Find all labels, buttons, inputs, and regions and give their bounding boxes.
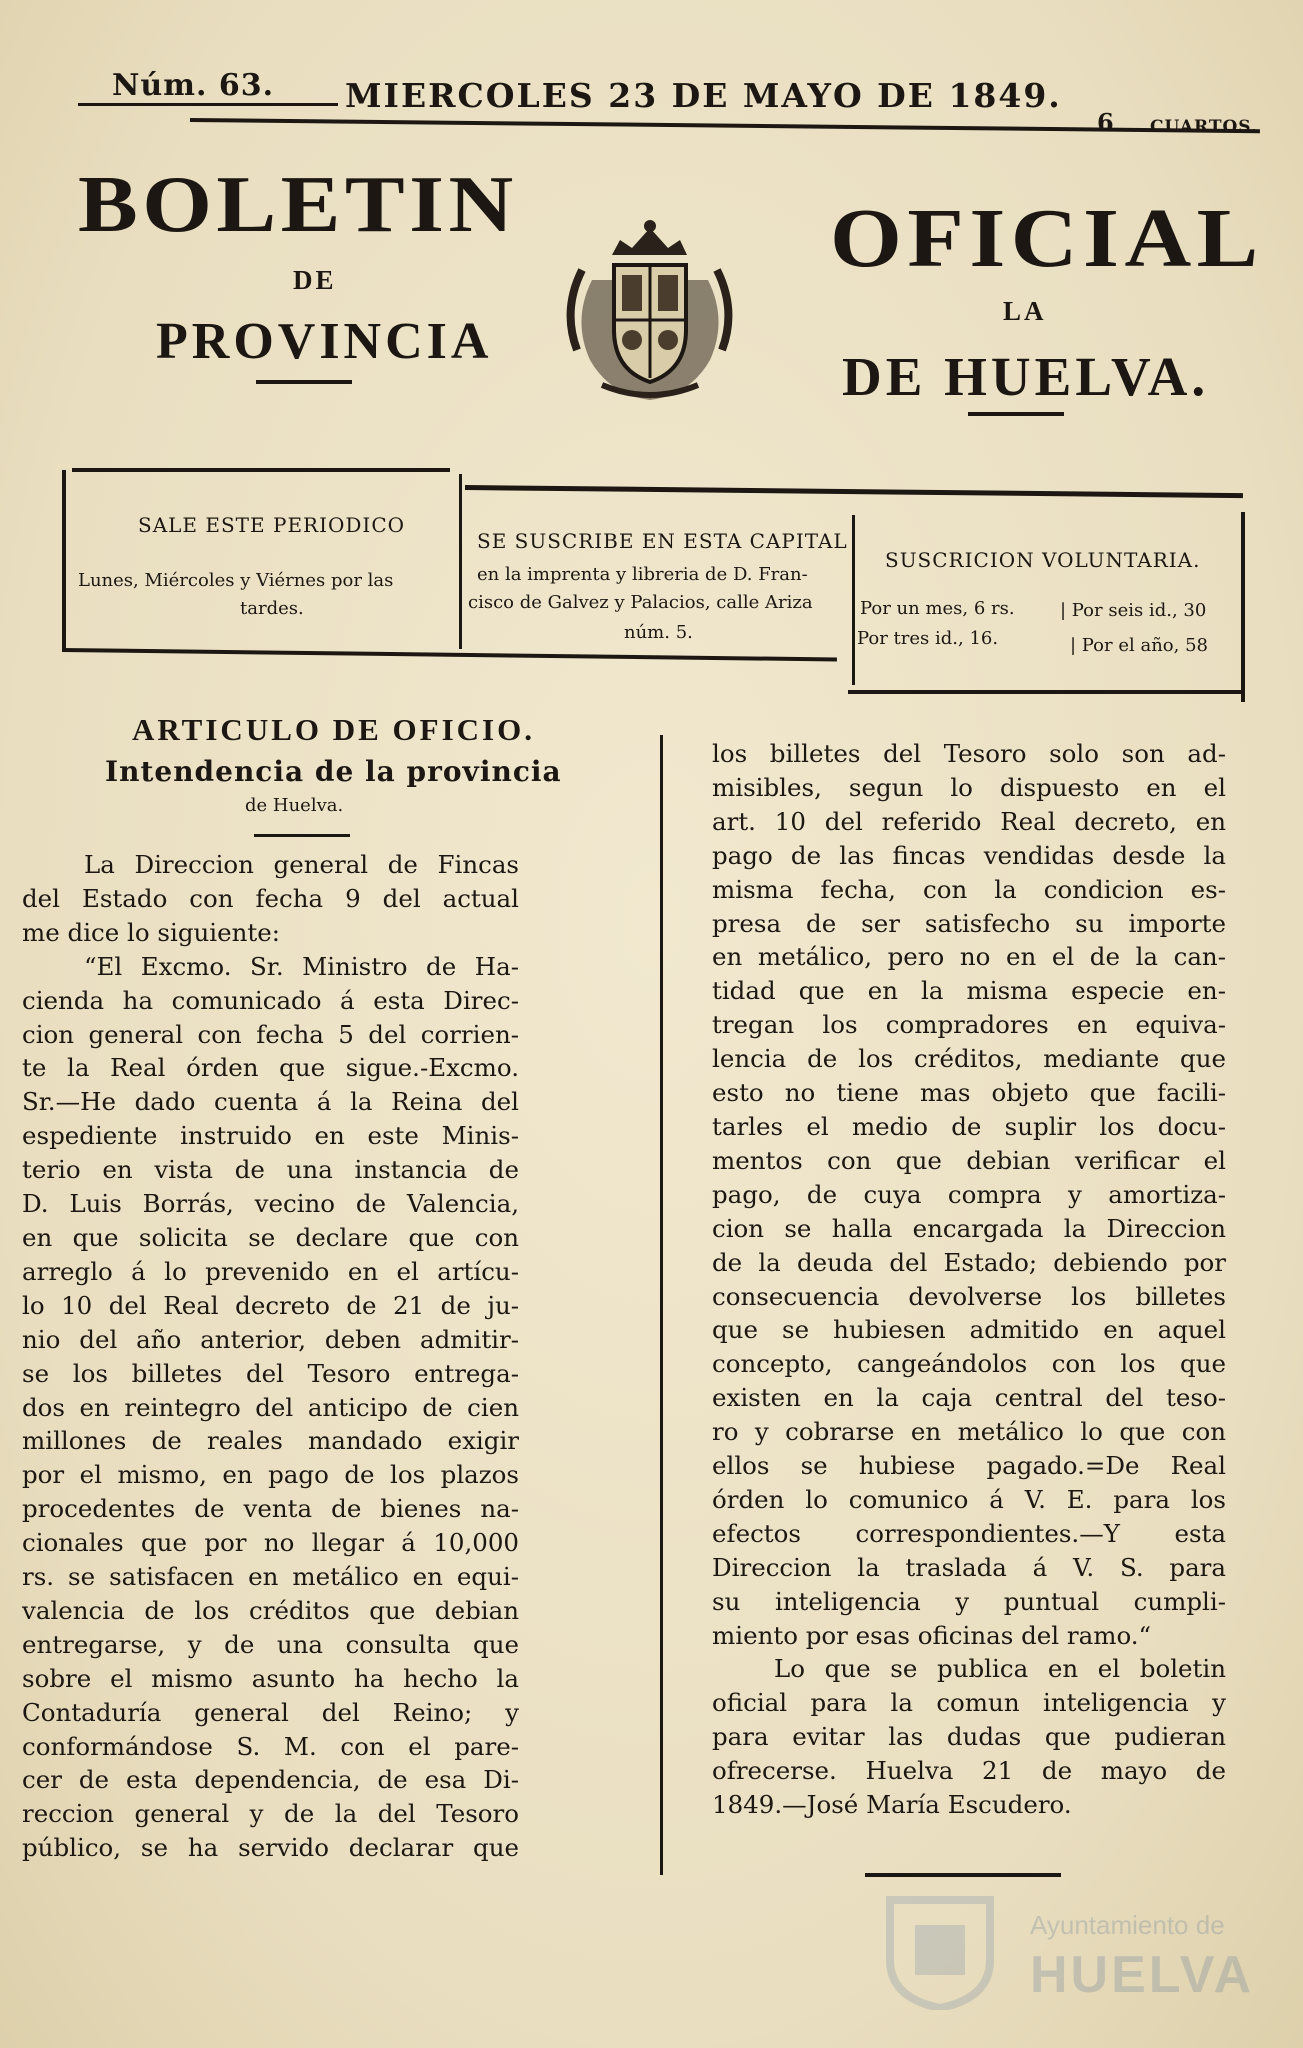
title-de: DE	[293, 265, 337, 295]
article-line: que se hubiesen admitido en aquel	[712, 1315, 1226, 1345]
issue-date: MIERCOLES 23 DE MAYO DE 1849.	[345, 76, 1062, 115]
article-line: D. Luis Borrás, vecino de Valencia,	[22, 1189, 519, 1219]
article-line: efectos correspondientes.—Y esta	[712, 1518, 1226, 1548]
article-line: entregarse, y de una consulta que	[22, 1629, 519, 1659]
watermark-logo-icon	[880, 1880, 1000, 2010]
box-bottom-rule	[62, 648, 837, 661]
title-provincia: PROVINCIA	[156, 313, 493, 370]
article-line: rs. se satisfacen en metálico en equi-	[22, 1562, 519, 1592]
issue-price-unit: CUARTOS.	[1150, 117, 1258, 137]
article-heading: ARTICULO DE OFICIO.	[132, 712, 535, 747]
article-line: 1849.—José María Escudero.	[712, 1790, 1072, 1820]
info-col2-line3: núm. 5.	[624, 622, 693, 643]
article-line: en metálico, pero no en el de la can-	[712, 942, 1226, 972]
article-line: consecuencia devolverse los billetes	[712, 1281, 1226, 1311]
article-line: espediente instruido en este Minis-	[22, 1121, 519, 1151]
article-line: Direccion la traslada á V. S. para	[712, 1552, 1226, 1582]
article-line: existen en la caja central del teso-	[712, 1383, 1226, 1413]
article-line: para evitar las dudas que pudieran	[712, 1722, 1226, 1752]
coat-of-arms-icon	[562, 210, 737, 405]
info-col3-row1-a: Por un mes, 6 rs.	[860, 598, 1015, 619]
article-line: tarles el medio de suplir los docu-	[712, 1111, 1226, 1141]
watermark	[880, 1870, 1255, 2030]
article-line: Sr.—He dado cuenta á la Reina del	[22, 1087, 519, 1117]
column-separator	[660, 735, 663, 1875]
article-line: Lo que se publica en el boletin	[774, 1654, 1226, 1684]
article-line: nio del año anterior, deben admitir-	[22, 1324, 519, 1354]
article-line: cion general con fecha 5 del corrien-	[22, 1019, 519, 1049]
article-line: lo 10 del Real decreto de 21 de ju-	[22, 1290, 519, 1320]
info-col1-heading: SALE ESTE PERIODICO	[138, 513, 406, 537]
box-divider-2	[852, 515, 855, 685]
article-line: por el mismo, en pago de los plazos	[22, 1460, 519, 1490]
article-line: te la Real órden que sigue.-Excmo.	[22, 1053, 519, 1083]
title-boletin: BOLETIN	[78, 161, 518, 249]
article-line: esto no tiene mas objeto que facili-	[712, 1078, 1226, 1108]
info-col3-row2-a: Por tres id., 16.	[857, 628, 999, 649]
info-col2-heading: SE SUSCRIBE EN ESTA CAPITAL	[477, 529, 848, 553]
article-line: ofrecerse. Huelva 21 de mayo de	[712, 1756, 1226, 1786]
article-line: lencia de los créditos, mediante que	[712, 1044, 1226, 1074]
article-line: misma fecha, con la condicion es-	[712, 874, 1226, 904]
top-rule-1	[78, 103, 338, 106]
article-line: La Direccion general de Fincas	[84, 850, 519, 879]
article-line: art. 10 del referido Real decreto, en	[712, 806, 1226, 836]
article-line: tregan los compradores en equiva-	[712, 1010, 1226, 1040]
article-line: pago de las fincas vendidas desde la	[712, 840, 1226, 870]
issue-number: Núm. 63.	[112, 68, 275, 103]
article-line: oficial para la comun inteligencia y	[712, 1688, 1226, 1718]
heading-rule	[254, 834, 350, 837]
article-line: misibles, segun lo dispuesto en el	[712, 772, 1226, 802]
article-line: terio en vista de una instancia de	[22, 1155, 519, 1185]
info-col3-heading: SUSCRICION VOLUNTARIA.	[885, 548, 1201, 572]
article-line: de la deuda del Estado; debiendo por	[712, 1247, 1226, 1277]
article-subheading: Intendencia de la provincia	[105, 755, 562, 788]
article-line: su inteligencia y puntual cumpli-	[712, 1586, 1226, 1616]
article-line: reccion general y de la del Tesoro	[22, 1799, 519, 1829]
article-line: órden lo comunico á V. E. para los	[712, 1484, 1226, 1514]
article-line: ro y cobrarse en metálico lo que con	[712, 1417, 1226, 1447]
title-underline-right	[968, 412, 1064, 416]
article-line: cionales que por no llegar á 10,000	[22, 1528, 519, 1558]
article-line: presa de ser satisfecho su importe	[712, 908, 1226, 938]
article-line: Contaduría general del Reino; y	[22, 1697, 519, 1727]
article-subheading-2: de Huelva.	[245, 795, 344, 816]
info-col3-row1-b: | Por seis id., 30	[1060, 600, 1207, 621]
article-line: cer de esta dependencia, de esa Di-	[22, 1765, 519, 1795]
article-line: pago, de cuya compra y amortiza-	[712, 1179, 1226, 1209]
article-left-column	[22, 848, 519, 1865]
box-top-rule-right	[465, 485, 1243, 498]
box-divider-1	[459, 474, 462, 649]
watermark-line2: HUELVA	[1030, 1946, 1255, 2004]
article-line: “El Excmo. Sr. Ministro de Ha-	[84, 951, 519, 981]
box-top-rule	[72, 468, 450, 472]
article-line: dos en reintegro del anticipo de cien	[22, 1392, 519, 1422]
info-col1-line1: Lunes, Miércoles y Viérnes por las	[78, 570, 394, 591]
article-line: me dice lo siguiente:	[22, 917, 281, 947]
article-line: se los billetes del Tesoro entrega-	[22, 1358, 519, 1388]
box-right-border	[1241, 512, 1245, 702]
article-line: del Estado con fecha 9 del actual	[22, 883, 519, 913]
info-col1-line2: tardes.	[240, 598, 304, 619]
watermark-line1: Ayuntamiento de	[1030, 1910, 1225, 1940]
article-line: en que solicita se declare que con	[22, 1222, 519, 1252]
article-line: millones de reales mandado exigir	[22, 1426, 519, 1456]
article-line: cion se halla encargada la Direccion	[712, 1213, 1226, 1243]
info-col2-line1: en la imprenta y libreria de D. Fran-	[477, 564, 808, 585]
article-line: valencia de los créditos que debian	[22, 1595, 519, 1625]
article-line: conformándose S. M. con el pare-	[22, 1731, 519, 1761]
article-line: miento por esas oficinas del ramo.“	[712, 1620, 1152, 1650]
title-oficial: OFICIAL	[830, 192, 1264, 285]
info-col3-row2-b: | Por el año, 58	[1070, 635, 1208, 656]
article-line: concepto, cangeándolos con los que	[712, 1349, 1226, 1379]
title-de-huelva: DE HUELVA.	[842, 346, 1210, 407]
title-la: LA	[1003, 296, 1047, 326]
article-line: ellos se hubiese pagado.=De Real	[712, 1451, 1226, 1481]
article-line: público, se ha servido declarar que	[22, 1833, 519, 1863]
article-line: mentos con que debian verificar el	[712, 1145, 1226, 1175]
article-right-column	[712, 737, 1226, 1822]
title-underline-left	[256, 380, 352, 384]
box-bottom-rule-right	[848, 690, 1245, 694]
article-line: los billetes del Tesoro solo son ad-	[712, 739, 1226, 768]
article-line: procedentes de venta de bienes na-	[22, 1494, 519, 1524]
info-col2-line2: cisco de Galvez y Palacios, calle Ariza	[468, 592, 813, 613]
box-left-border	[62, 470, 66, 650]
article-line: cienda ha comunicado á esta Direc-	[22, 985, 519, 1015]
article-line: arreglo á lo prevenido en el artícu-	[22, 1256, 519, 1286]
article-line: tidad que en la misma especie en-	[712, 976, 1226, 1006]
issue-price: 6	[1097, 108, 1114, 137]
article-line: sobre el mismo asunto ha hecho la	[22, 1663, 519, 1693]
